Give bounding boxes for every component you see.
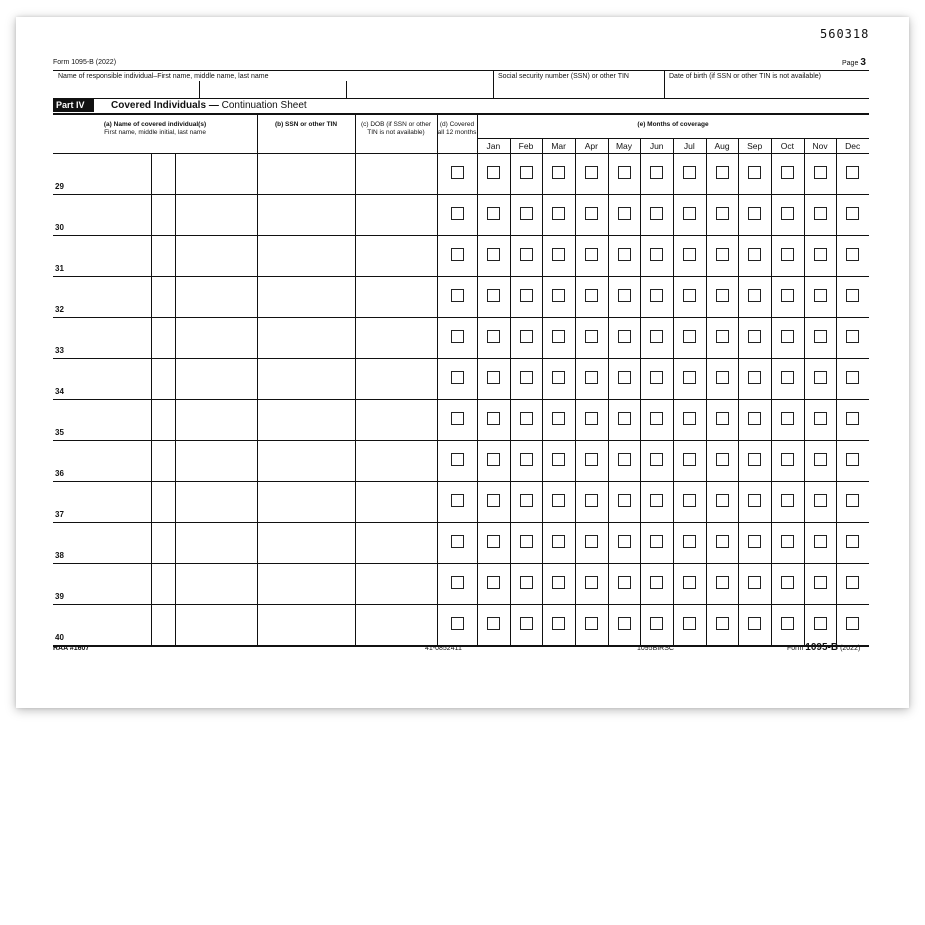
row-38-ssn-field[interactable] — [258, 523, 354, 562]
row-34-may-checkbox[interactable] — [618, 371, 631, 384]
row-38-nov-checkbox[interactable] — [814, 535, 827, 548]
row-number-29: 29 — [55, 182, 64, 191]
row-30-jul-checkbox[interactable] — [683, 207, 696, 220]
row-40-nov-checkbox[interactable] — [814, 617, 827, 630]
row-34-nov-checkbox[interactable] — [814, 371, 827, 384]
row-40-apr-checkbox[interactable] — [585, 617, 598, 630]
row-38-jul-checkbox[interactable] — [683, 535, 696, 548]
row-39-first-name-field[interactable] — [53, 564, 150, 603]
row-37-oct-checkbox[interactable] — [781, 494, 794, 507]
row-40-jan-checkbox[interactable] — [487, 617, 500, 630]
row-33-oct-checkbox[interactable] — [781, 330, 794, 343]
row-30-all-12-months-checkbox[interactable] — [451, 207, 464, 220]
row-32-all-12-months-checkbox[interactable] — [451, 289, 464, 302]
col-a-title: (a) Name of covered individual(s) — [103, 121, 207, 128]
row-39-middle-initial-field[interactable] — [152, 564, 174, 603]
row-36-middle-initial-field[interactable] — [152, 441, 174, 480]
row-32-dob-field[interactable] — [356, 277, 436, 316]
row-40-may-checkbox[interactable] — [618, 617, 631, 630]
row-number-30: 30 — [55, 223, 64, 232]
row-32-may-checkbox[interactable] — [618, 289, 631, 302]
row-31-mar-checkbox[interactable] — [552, 248, 565, 261]
month-header-aug: Aug — [714, 141, 730, 151]
row-34-jan-checkbox[interactable] — [487, 371, 500, 384]
row-29-jun-checkbox[interactable] — [650, 166, 663, 179]
row-31-may-checkbox[interactable] — [618, 248, 631, 261]
footer-form-year: (2022) — [840, 645, 861, 652]
row-31-jan-checkbox[interactable] — [487, 248, 500, 261]
row-30-middle-initial-field[interactable] — [152, 195, 174, 234]
month-divider-3 — [575, 138, 576, 645]
row-32-dec-checkbox[interactable] — [846, 289, 859, 302]
row-34-mar-checkbox[interactable] — [552, 371, 565, 384]
row-32-first-name-field[interactable] — [53, 277, 150, 316]
row-30-dob-field[interactable] — [356, 195, 436, 234]
month-header-feb: Feb — [518, 141, 534, 151]
row-38-jun-checkbox[interactable] — [650, 535, 663, 548]
row-39-apr-checkbox[interactable] — [585, 576, 598, 589]
row-39-aug-checkbox[interactable] — [716, 576, 729, 589]
row-39-jul-checkbox[interactable] — [683, 576, 696, 589]
row-30-jun-checkbox[interactable] — [650, 207, 663, 220]
row-39-sep-checkbox[interactable] — [748, 576, 761, 589]
row-29-first-name-field[interactable] — [53, 154, 150, 193]
dob-label: Date of birth (if SSN or other TIN is not available) — [669, 73, 821, 80]
row-35-mar-checkbox[interactable] — [552, 412, 565, 425]
row-33-dob-field[interactable] — [356, 318, 436, 357]
row-37-last-name-field[interactable] — [176, 482, 256, 521]
row-35-dec-checkbox[interactable] — [846, 412, 859, 425]
row-38-mar-checkbox[interactable] — [552, 535, 565, 548]
row-31-apr-checkbox[interactable] — [585, 248, 598, 261]
row-34-feb-checkbox[interactable] — [520, 371, 533, 384]
row-38-sep-checkbox[interactable] — [748, 535, 761, 548]
row-number-37: 37 — [55, 510, 64, 519]
row-40-jun-checkbox[interactable] — [650, 617, 663, 630]
row-number-39: 39 — [55, 592, 64, 601]
row-38-jan-checkbox[interactable] — [487, 535, 500, 548]
row-34-dec-checkbox[interactable] — [846, 371, 859, 384]
row-40-all-12-months-checkbox[interactable] — [451, 617, 464, 630]
header-bottom-rule — [53, 98, 869, 99]
row-40-sep-checkbox[interactable] — [748, 617, 761, 630]
row-number-40: 40 — [55, 633, 64, 642]
row-36-last-name-field[interactable] — [176, 441, 256, 480]
month-divider-9 — [771, 138, 772, 645]
row-31-jul-checkbox[interactable] — [683, 248, 696, 261]
row-29-apr-checkbox[interactable] — [585, 166, 598, 179]
row-38-oct-checkbox[interactable] — [781, 535, 794, 548]
row-35-last-name-field[interactable] — [176, 400, 256, 439]
header-top-rule — [53, 70, 869, 71]
row-37-may-checkbox[interactable] — [618, 494, 631, 507]
row-36-may-checkbox[interactable] — [618, 453, 631, 466]
row-35-nov-checkbox[interactable] — [814, 412, 827, 425]
row-number-34: 34 — [55, 387, 64, 396]
month-header-nov: Nov — [812, 141, 828, 151]
row-37-jul-checkbox[interactable] — [683, 494, 696, 507]
row-35-oct-checkbox[interactable] — [781, 412, 794, 425]
row-37-nov-checkbox[interactable] — [814, 494, 827, 507]
row-38-all-12-months-checkbox[interactable] — [451, 535, 464, 548]
name-divider-1 — [199, 81, 200, 98]
row-33-apr-checkbox[interactable] — [585, 330, 598, 343]
page-number-value: 3 — [860, 57, 866, 68]
footer-form — [787, 642, 860, 653]
month-header-apr: Apr — [584, 141, 598, 151]
row-33-may-checkbox[interactable] — [618, 330, 631, 343]
row-39-jan-checkbox[interactable] — [487, 576, 500, 589]
month-divider-5 — [640, 138, 641, 645]
part-title-dash: — — [208, 100, 219, 111]
row-40-ssn-field[interactable] — [258, 605, 354, 644]
page-number — [842, 57, 866, 68]
row-number-31: 31 — [55, 264, 64, 273]
row-30-sep-checkbox[interactable] — [748, 207, 761, 220]
row-number-36: 36 — [55, 469, 64, 478]
row-38-may-checkbox[interactable] — [618, 535, 631, 548]
row-36-oct-checkbox[interactable] — [781, 453, 794, 466]
row-35-sep-checkbox[interactable] — [748, 412, 761, 425]
row-36-sep-checkbox[interactable] — [748, 453, 761, 466]
row-34-middle-initial-field[interactable] — [152, 359, 174, 398]
row-39-all-12-months-checkbox[interactable] — [451, 576, 464, 589]
row-39-mar-checkbox[interactable] — [552, 576, 565, 589]
row-32-jul-checkbox[interactable] — [683, 289, 696, 302]
row-35-may-checkbox[interactable] — [618, 412, 631, 425]
row-31-last-name-field[interactable] — [176, 236, 256, 275]
col-d-line2: all 12 months — [437, 129, 477, 136]
row-31-first-name-field[interactable] — [53, 236, 150, 275]
row-34-apr-checkbox[interactable] — [585, 371, 598, 384]
month-header-dec: Dec — [845, 141, 861, 151]
row-30-jan-checkbox[interactable] — [487, 207, 500, 220]
row-39-ssn-field[interactable] — [258, 564, 354, 603]
part-title-main: Covered Individuals — [111, 100, 207, 111]
row-31-feb-checkbox[interactable] — [520, 248, 533, 261]
row-34-aug-checkbox[interactable] — [716, 371, 729, 384]
row-30-mar-checkbox[interactable] — [552, 207, 565, 220]
row-36-feb-checkbox[interactable] — [520, 453, 533, 466]
row-35-dob-field[interactable] — [356, 400, 436, 439]
month-header-jan: Jan — [486, 141, 501, 151]
month-divider-8 — [738, 138, 739, 645]
col-c-line1: (c) DOB (if SSN or other — [360, 121, 432, 128]
row-32-ssn-field[interactable] — [258, 277, 354, 316]
row-29-jan-checkbox[interactable] — [487, 166, 500, 179]
row-33-ssn-field[interactable] — [258, 318, 354, 357]
row-37-mar-checkbox[interactable] — [552, 494, 565, 507]
page-label: Page — [842, 60, 859, 67]
col-e-header — [477, 121, 869, 129]
row-36-all-12-months-checkbox[interactable] — [451, 453, 464, 466]
col-d-header — [437, 121, 477, 137]
col-a-header — [53, 121, 257, 137]
column-divider-2 — [437, 113, 438, 645]
row-31-jun-checkbox[interactable] — [650, 248, 663, 261]
row-32-middle-initial-field[interactable] — [152, 277, 174, 316]
row-40-dec-checkbox[interactable] — [846, 617, 859, 630]
row-31-aug-checkbox[interactable] — [716, 248, 729, 261]
row-30-last-name-field[interactable] — [176, 195, 256, 234]
row-33-feb-checkbox[interactable] — [520, 330, 533, 343]
row-31-sep-checkbox[interactable] — [748, 248, 761, 261]
row-37-dob-field[interactable] — [356, 482, 436, 521]
control-code: 560318 — [820, 27, 870, 41]
row-32-mar-checkbox[interactable] — [552, 289, 565, 302]
row-30-feb-checkbox[interactable] — [520, 207, 533, 220]
month-divider-2 — [542, 138, 543, 645]
month-divider-7 — [706, 138, 707, 645]
month-divider-1 — [510, 138, 511, 645]
dob-field[interactable] — [666, 81, 868, 97]
row-30-oct-checkbox[interactable] — [781, 207, 794, 220]
row-33-jan-checkbox[interactable] — [487, 330, 500, 343]
row-35-apr-checkbox[interactable] — [585, 412, 598, 425]
row-37-sep-checkbox[interactable] — [748, 494, 761, 507]
month-divider-6 — [673, 138, 674, 645]
dob-divider — [664, 71, 665, 98]
row-29-nov-checkbox[interactable] — [814, 166, 827, 179]
row-35-middle-initial-field[interactable] — [152, 400, 174, 439]
col-c-line2: TIN is not available) — [367, 129, 425, 136]
col-e-title: (e) Months of coverage — [637, 121, 709, 128]
row-34-sep-checkbox[interactable] — [748, 371, 761, 384]
part-title — [111, 100, 307, 111]
row-34-last-name-field[interactable] — [176, 359, 256, 398]
col-b-header — [257, 121, 355, 129]
row-39-nov-checkbox[interactable] — [814, 576, 827, 589]
row-34-jul-checkbox[interactable] — [683, 371, 696, 384]
row-30-dec-checkbox[interactable] — [846, 207, 859, 220]
row-number-38: 38 — [55, 551, 64, 560]
row-40-middle-initial-field[interactable] — [152, 605, 174, 644]
row-29-dob-field[interactable] — [356, 154, 436, 193]
row-30-apr-checkbox[interactable] — [585, 207, 598, 220]
row-29-feb-checkbox[interactable] — [520, 166, 533, 179]
row-36-jul-checkbox[interactable] — [683, 453, 696, 466]
row-39-jun-checkbox[interactable] — [650, 576, 663, 589]
row-30-nov-checkbox[interactable] — [814, 207, 827, 220]
row-31-middle-initial-field[interactable] — [152, 236, 174, 275]
middle-name-field[interactable] — [201, 81, 345, 97]
row-36-jan-checkbox[interactable] — [487, 453, 500, 466]
row-30-aug-checkbox[interactable] — [716, 207, 729, 220]
row-37-aug-checkbox[interactable] — [716, 494, 729, 507]
month-divider-11 — [836, 138, 837, 645]
row-32-jun-checkbox[interactable] — [650, 289, 663, 302]
row-38-feb-checkbox[interactable] — [520, 535, 533, 548]
row-34-oct-checkbox[interactable] — [781, 371, 794, 384]
row-36-jun-checkbox[interactable] — [650, 453, 663, 466]
month-divider-4 — [608, 138, 609, 645]
row-33-jun-checkbox[interactable] — [650, 330, 663, 343]
row-34-dob-field[interactable] — [356, 359, 436, 398]
row-29-jul-checkbox[interactable] — [683, 166, 696, 179]
row-30-ssn-field[interactable] — [258, 195, 354, 234]
row-36-first-name-field[interactable] — [53, 441, 150, 480]
row-35-jan-checkbox[interactable] — [487, 412, 500, 425]
name-divider-2 — [346, 81, 347, 98]
ssn-field[interactable] — [495, 81, 663, 97]
form-line: Form 1095-B (2022) — [53, 59, 117, 66]
part-title-sub: Continuation Sheet — [221, 100, 307, 111]
row-33-aug-checkbox[interactable] — [716, 330, 729, 343]
row-37-jun-checkbox[interactable] — [650, 494, 663, 507]
row-38-aug-checkbox[interactable] — [716, 535, 729, 548]
month-header-sep: Sep — [747, 141, 763, 151]
row-36-apr-checkbox[interactable] — [585, 453, 598, 466]
row-31-dob-field[interactable] — [356, 236, 436, 275]
row-30-may-checkbox[interactable] — [618, 207, 631, 220]
row-36-aug-checkbox[interactable] — [716, 453, 729, 466]
footer-form-prefix: Form — [787, 645, 804, 652]
month-header-oct: Oct — [780, 141, 794, 151]
month-header-may: May — [615, 141, 633, 151]
row-32-oct-checkbox[interactable] — [781, 289, 794, 302]
row-32-apr-checkbox[interactable] — [585, 289, 598, 302]
row-32-aug-checkbox[interactable] — [716, 289, 729, 302]
form-sheet — [16, 17, 909, 708]
row-39-feb-checkbox[interactable] — [520, 576, 533, 589]
row-40-first-name-field[interactable] — [53, 605, 150, 644]
first-name-field[interactable] — [54, 81, 198, 97]
row-29-aug-checkbox[interactable] — [716, 166, 729, 179]
col-b-title: (b) SSN or other TIN — [274, 121, 338, 128]
column-divider-3 — [477, 113, 478, 645]
row-32-nov-checkbox[interactable] — [814, 289, 827, 302]
row-29-middle-initial-field[interactable] — [152, 154, 174, 193]
footer-cat: 41-0852411 — [425, 645, 462, 652]
month-divider-10 — [804, 138, 805, 645]
row-35-jul-checkbox[interactable] — [683, 412, 696, 425]
row-36-dob-field[interactable] — [356, 441, 436, 480]
row-38-dob-field[interactable] — [356, 523, 436, 562]
row-32-feb-checkbox[interactable] — [520, 289, 533, 302]
row-29-ssn-field[interactable] — [258, 154, 354, 193]
row-number-35: 35 — [55, 428, 64, 437]
row-38-first-name-field[interactable] — [53, 523, 150, 562]
row-32-last-name-field[interactable] — [176, 277, 256, 316]
row-39-may-checkbox[interactable] — [618, 576, 631, 589]
row-37-all-12-months-checkbox[interactable] — [451, 494, 464, 507]
row-30-first-name-field[interactable] — [53, 195, 150, 234]
row-33-mar-checkbox[interactable] — [552, 330, 565, 343]
row-38-apr-checkbox[interactable] — [585, 535, 598, 548]
row-36-ssn-field[interactable] — [258, 441, 354, 480]
row-33-jul-checkbox[interactable] — [683, 330, 696, 343]
row-29-oct-checkbox[interactable] — [781, 166, 794, 179]
row-31-all-12-months-checkbox[interactable] — [451, 248, 464, 261]
row-29-last-name-field[interactable] — [176, 154, 256, 193]
responsible-name-label: Name of responsible individual–First name, middle name, last name — [58, 73, 269, 80]
row-33-nov-checkbox[interactable] — [814, 330, 827, 343]
row-40-dob-field[interactable] — [356, 605, 436, 644]
row-38-middle-initial-field[interactable] — [152, 523, 174, 562]
row-32-jan-checkbox[interactable] — [487, 289, 500, 302]
row-39-dec-checkbox[interactable] — [846, 576, 859, 589]
row-39-oct-checkbox[interactable] — [781, 576, 794, 589]
col-a-subtitle: First name, middle initial, last name — [104, 129, 206, 136]
row-34-all-12-months-checkbox[interactable] — [451, 371, 464, 384]
row-33-middle-initial-field[interactable] — [152, 318, 174, 357]
row-40-last-name-field[interactable] — [176, 605, 256, 644]
row-35-ssn-field[interactable] — [258, 400, 354, 439]
row-33-all-12-months-checkbox[interactable] — [451, 330, 464, 343]
row-38-last-name-field[interactable] — [176, 523, 256, 562]
row-29-sep-checkbox[interactable] — [748, 166, 761, 179]
row-number-33: 33 — [55, 346, 64, 355]
month-header-mar: Mar — [551, 141, 566, 151]
row-36-nov-checkbox[interactable] — [814, 453, 827, 466]
footer-form-name: 1095-B — [805, 642, 839, 653]
row-34-jun-checkbox[interactable] — [650, 371, 663, 384]
footer-code: 1095BIRSC — [637, 645, 674, 652]
row-37-middle-initial-field[interactable] — [152, 482, 174, 521]
row-31-ssn-field[interactable] — [258, 236, 354, 275]
row-33-dec-checkbox[interactable] — [846, 330, 859, 343]
col-d-line1: (d) Covered — [439, 121, 475, 128]
row-31-dec-checkbox[interactable] — [846, 248, 859, 261]
row-29-all-12-months-checkbox[interactable] — [451, 166, 464, 179]
part-rule — [53, 113, 869, 115]
row-number-32: 32 — [55, 305, 64, 314]
row-35-all-12-months-checkbox[interactable] — [451, 412, 464, 425]
part-badge: Part IV — [53, 99, 94, 112]
row-39-last-name-field[interactable] — [176, 564, 256, 603]
row-36-dec-checkbox[interactable] — [846, 453, 859, 466]
row-40-aug-checkbox[interactable] — [716, 617, 729, 630]
last-name-field[interactable] — [348, 81, 492, 97]
row-31-nov-checkbox[interactable] — [814, 248, 827, 261]
row-40-oct-checkbox[interactable] — [781, 617, 794, 630]
ssn-divider — [493, 71, 494, 98]
row-35-jun-checkbox[interactable] — [650, 412, 663, 425]
row-29-mar-checkbox[interactable] — [552, 166, 565, 179]
col-c-header — [355, 121, 437, 137]
row-29-may-checkbox[interactable] — [618, 166, 631, 179]
month-header-jul: Jul — [683, 141, 695, 151]
row-37-ssn-field[interactable] — [258, 482, 354, 521]
row-40-jul-checkbox[interactable] — [683, 617, 696, 630]
row-34-first-name-field[interactable] — [53, 359, 150, 398]
row-34-ssn-field[interactable] — [258, 359, 354, 398]
row-33-last-name-field[interactable] — [176, 318, 256, 357]
row-32-sep-checkbox[interactable] — [748, 289, 761, 302]
ssn-label: Social security number (SSN) or other TIN — [498, 73, 629, 80]
row-40-mar-checkbox[interactable] — [552, 617, 565, 630]
row-35-feb-checkbox[interactable] — [520, 412, 533, 425]
row-29-dec-checkbox[interactable] — [846, 166, 859, 179]
row-40-feb-checkbox[interactable] — [520, 617, 533, 630]
row-35-aug-checkbox[interactable] — [716, 412, 729, 425]
row-35-first-name-field[interactable] — [53, 400, 150, 439]
row-33-sep-checkbox[interactable] — [748, 330, 761, 343]
row-37-apr-checkbox[interactable] — [585, 494, 598, 507]
footer-raa: RAA #1607 — [53, 645, 90, 652]
row-38-dec-checkbox[interactable] — [846, 535, 859, 548]
row-37-jan-checkbox[interactable] — [487, 494, 500, 507]
row-37-dec-checkbox[interactable] — [846, 494, 859, 507]
row-36-mar-checkbox[interactable] — [552, 453, 565, 466]
row-33-first-name-field[interactable] — [53, 318, 150, 357]
row-39-dob-field[interactable] — [356, 564, 436, 603]
row-31-oct-checkbox[interactable] — [781, 248, 794, 261]
row-37-first-name-field[interactable] — [53, 482, 150, 521]
row-37-feb-checkbox[interactable] — [520, 494, 533, 507]
month-header-jun: Jun — [649, 141, 664, 151]
